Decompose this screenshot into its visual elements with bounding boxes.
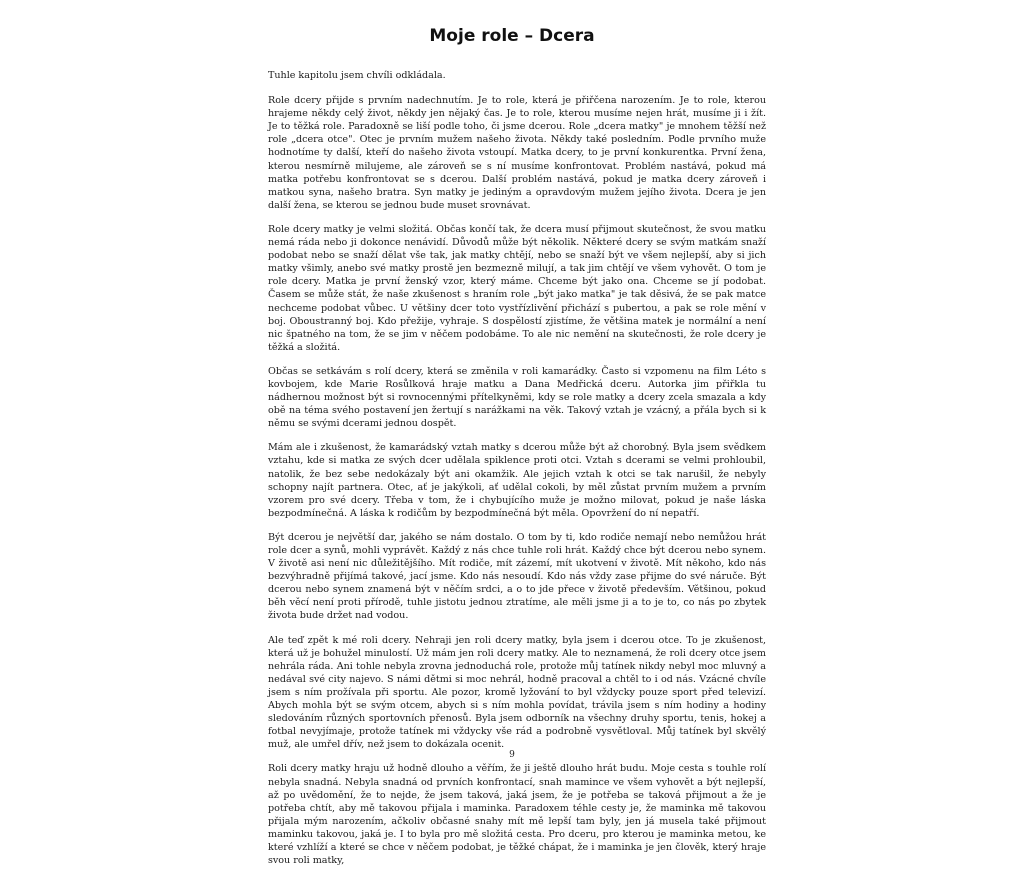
chapter-title: Moje role – Dcera [429, 26, 595, 46]
paragraph: Ale teď zpět k mé roli dcery. Nehraji jen roli dcery matky, byla jsem i dcerou otce. To je zkušenost, která už je bohužel minulostí. Už mám jen roli dcery matky. Ale to neznamená, že roli dcery otce jsem nehrála ráda. Ani tohle nebyla zrovna jednoduchá role, protože můj tatínek nikdy nebyl moc mluvný a nedával své city najevo. S námi dětmi si moc nehrál, hodně pracoval a chtěl to i od nás. Vzácné chvíle jsem s ním prožívala při sportu. Ale pozor, kromě lyžování to byl vždycky pouze sport před televizí. Abych mohla být se svým otcem, abych si s ním mohla povídat, trávila jsem s ním hodiny a hodiny sledováním různých sportovních přenosů. Byla jsem odborník na všechny druhy sportu, tenis, hokej a fotbal nevyjímaje, protože tatínek mi vždycky vše rád a podrobně vysvětloval. Můj tatínek byl skvělý muž, ale umřel dřív, než jsem to dokázala ocenit. [268, 634, 766, 751]
paragraph: Roli dcery matky hraju už hodně dlouho a věřím, že ji ještě dlouho hrát budu. Moje cesta s touhle rolí nebyla snadná. Nebyla snadná od prvních konfrontací, snah mamince ve všem vyhovět a být nejlepší, až po uvědomění, že to nejde, že jsem taková, jaká jsem, že je potřeba se taková přijmout a že je potřeba chtít, aby mě takovou přijala i maminka. Paradoxem téhle cesty je, že maminka mě takovou přijala mým narozením, ačkoliv občasné snahy mít mě lepší tam byly, jen já musela také přijmout maminku takovou, jaká je. I to byla pro mě složitá cesta. Pro dceru, pro kterou je maminka metou, ke které vzhlíží a které se chce v něčem podobat, je těžké chápat, že i maminka je jen člověk, který hraje svou roli matky, [268, 763, 766, 867]
paragraph: Být dcerou je největší dar, jakého se nám dostalo. O tom by ti, kdo rodiče nemají nebo nemůžou hrát role dcer a synů, mohli vyprávět. Každý z nás chce tuhle roli hrát. Každý chce být dcerou nebo synem. V životě asi není nic důležitějšího. Mít rodiče, mít zázemí, mít ukotvení v životě. Mít někoho, kdo nás bezvýhradně přijímá takové, jací jsme. Kdo nás nesoudí. Kdo nás vždy zase přijme do své náruče. Být dcerou nebo synem znamená být v něčím srdci, a o to jde přece v životě především. Většinou, pokud běh věcí není proti přírodě, tuhle jistotu jednou ztratíme, ale měli jsme ji a to je to, co nás po zbytek života bude držet nad vodou. [268, 531, 766, 622]
paragraph: Mám ale i zkušenost, že kamarádský vztah matky s dcerou může být až chorobný. Byla jsem svědkem vztahu, kde si matka ze svých dcer udělala spiklence proti otci. Vztah s dcerami se velmi prohloubil, natolik, že bez sebe nedokázaly být ani okamžik. Ale jejich vztah k otci se tak narušil, že nebyly schopny najít partnera. Otec, ať je jakýkoli, ať udělal cokoli, by měl zůstat prvním mužem a prvním vzorem pro své dcery. Třeba v tom, že i chybujícího muže je možno milovat, pokud je naše láska bezpodmínečná. A láska k rodičům by bezpodmínečná být měla. Opovržení do ní nepatří. [268, 442, 766, 519]
paragraph: Role dcery přijde s prvním nadechnutím. Je to role, která je přiřčena narozením. Je to role, kterou hrajeme někdy celý život, někdy jen nějaký čas. Je to role, kterou musíme nejen hrát, musíme ji i žít. Je to těžká role. Paradoxně se liší podle toho, či jsme dcerou. Role „dcera matky" je mnohem těžší než role „dcera otce". Otec je prvním mužem našeho života. Někdy také posledním. Podle prvního muže hodnotíme ty další, kteří do našeho života vstoupí. Matka dcery, to je první konkurentka. První žena, kterou nesmírně milujeme, ale zároveň se s ní musíme konfrontovat. Problém nastává, pokud má matka potřebu konfrontovat se s dcerou. Další problém nastává, pokud je matka dcery zároveň i matkou syna, našeho bratra. Syn matky je jediným a opravdovým mužem jejího života. Dcera je jen další žena, se kterou se jednou bude muset srovnávat. [268, 95, 766, 211]
page-number: 9 [509, 750, 515, 760]
paragraph: Role dcery matky je velmi složitá. Občas končí tak, že dcera musí přijmout skutečnost, že svou matku nemá ráda nebo ji dokonce nenávidí. Důvodů může být několik. Některé dcery se svým matkám snaží podobat nebo se snaží dělat vše tak, jak matky chtějí, nebo se snaží být ve všem nejlepší, aby si jich matky všimly, anebo své matky prostě jen bezmezně milují, a tak jim chtějí ve všem vyhovět. O tom je role dcery. Matka je první ženský vzor, který máme. Chceme být jako ona. Chceme se jí podobat. Časem se může stát, že naše zkušenost s hraním role „být jako matka" je tak děsivá, že se pak matce nechceme podobat vůbec. U většiny dcer toto vystřízlivění přichází s pubertou, a pak se role mění v boj. Oboustranný boj. Kdo přežije, vyhraje. S dospělostí zjistíme, že většina matek je normální a není nic špatného na tom, že se jim v něčem podobáme. To ale nic nemění na skutečnosti, že role dcery je těžká a složitá. [268, 223, 766, 353]
paragraph: Občas se setkávám s rolí dcery, která se změnila v roli kamarádky. Často si vzpomenu na film Léto s kovbojem, kde Marie Rosůlková hraje matku a Dana Medřická dceru. Autorka jim přiřkla tu nádhernou možnost být si rovnocennými přítelkyněmi, kdy se role matky a dcery zcela smazala a kdy obě na téma svého postavení jen žertují s narážkami na věk. Takový vztah je vzácný, a přála bych si k němu se svými dcerami jednou dospět. [268, 365, 766, 430]
paragraph: Tuhle kapitolu jsem chvíli odkládala. [268, 70, 446, 81]
